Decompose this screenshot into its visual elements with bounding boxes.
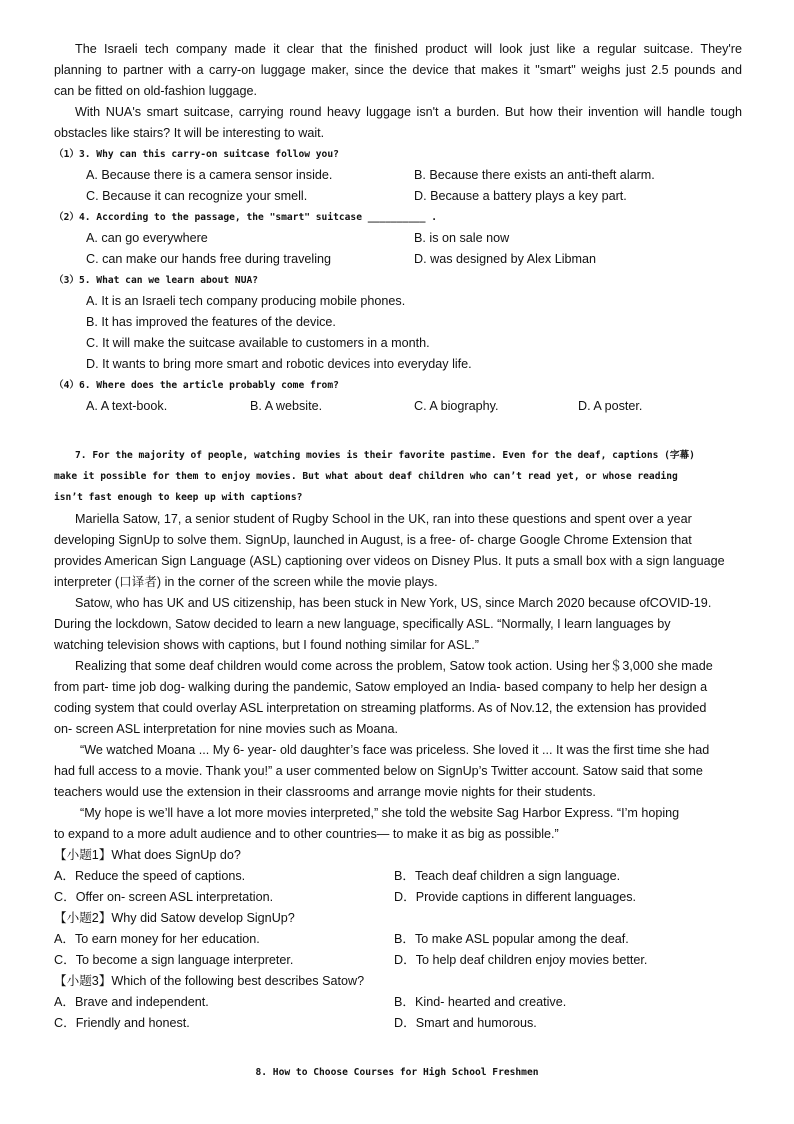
answer-option[interactable]: A．Reduce the speed of captions. [54,869,246,883]
question-stem: （2）4. According to the passage, the "smart" suitcase __________ . [54,212,438,223]
answer-option[interactable]: D．To help deaf children enjoy movies better. [394,953,648,967]
passage2-line: watching television shows with captions, but I found nothing similar for ASL.” [54,638,479,652]
answer-option[interactable]: B. A website. [250,399,323,413]
answer-option[interactable]: C. A biography. [414,399,499,413]
passage2-line: During the lockdown, Satow decided to learn a new language, specifically ASL. “Normally, I learn languages by [54,617,671,631]
passage2-line: from part- time job dog- walking during the pandemic, Satow employed an India- based company to help her design a [54,680,708,694]
passage2-line: coding system that could overlay ASL interpretation on streaming platforms. As of Nov.12, the extension has provided [54,701,707,715]
passage2-line: “My hope is we’ll have a lot more movies interpreted,” she told the website Sag Harbor Express. “I’m hoping [80,806,680,820]
passage2-intro: make it possible for them to enjoy movies. But what about deaf children who can’t read yet, or whose reading [54,471,678,482]
question-stem: 【小题1】What does SignUp do? [54,848,241,862]
passage2-line: to expand to a more adult audience and to other countries— to make it as big as possible.” [54,827,559,841]
passage2-line: provides American Sign Language (ASL) captioning over videos on Disney Plus. It puts a small box with a sign language [54,554,725,568]
answer-option[interactable]: D. Because a battery plays a key part. [414,189,627,203]
answer-option[interactable]: B. Because there exists an anti-theft alarm. [414,168,655,182]
passage2-line: on- screen ASL interpretation for nine movies such as Moana. [54,722,398,736]
question-stem: （3）5. What can we learn about NUA? [54,275,259,286]
passage2-line: teachers would use the extension in their classrooms and arrange movie nights for their students. [54,785,596,799]
question-stem: （4）6. Where does the article probably come from? [54,380,339,391]
passage2-intro: 7. For the majority of people, watching movies is their favorite pastime. Even for the deaf, captions (字幕) [75,450,695,461]
passage2-line: developing SignUp to solve them. SignUp, launched in August, is a free- of- charge Google Chrome Extension that [54,533,692,547]
passage2-line: Mariella Satow, 17, a senior student of Rugby School in the UK, ran into these questions and spent over a year [75,512,692,526]
answer-option[interactable]: C．Friendly and honest. [54,1016,190,1030]
passage1-line: obstacles like stairs? It will be interesting to wait. [54,126,325,140]
answer-option[interactable]: B．To make ASL popular among the deaf. [394,932,629,946]
answer-option[interactable]: D．Smart and humorous. [394,1016,537,1030]
answer-option[interactable]: C. Because it can recognize your smell. [86,189,308,203]
passage2-line: had full access to a movie. Thank you!” a user commented below on SignUp’s Twitter account. Satow said that some [54,764,703,778]
answer-option[interactable]: A. A text-book. [86,399,168,413]
answer-option[interactable]: C. can make our hands free during traveling [86,252,332,266]
passage1-line: planning to partner with a carry-on luggage maker, since the device that makes it "smart" weighs just 2.5 pounds and [54,63,742,77]
answer-option[interactable]: D．Provide captions in different languages. [394,890,636,904]
question-stem: 【小题3】Which of the following best describes Satow? [54,974,365,988]
answer-option[interactable]: C. It will make the suitcase available to customers in a month. [86,336,430,350]
answer-option[interactable]: B．Teach deaf children a sign language. [394,869,621,883]
section-title: 8. How to Choose Courses for High School Freshmen [255,1067,539,1078]
passage1-line: The Israeli tech company made it clear that the finished product will look just like a regular suitcase. They're [75,42,742,56]
answer-option[interactable]: A．To earn money for her education. [54,932,260,946]
passage2-line: “We watched Moana ... My 6- year- old daughter’s face was priceless. She loved it ... It was the first time she had [80,743,710,757]
answer-option[interactable]: B. It has improved the features of the device. [86,315,336,329]
passage2-line: interpreter (口译者) in the corner of the screen while the movie plays. [54,575,438,589]
passage1-line: can be fitted on old-fashion luggage. [54,84,258,98]
answer-option[interactable]: A. It is an Israeli tech company producing mobile phones. [86,294,406,308]
passage2-intro: isn’t fast enough to keep up with captions? [54,492,303,503]
question-stem: 【小题2】Why did Satow develop SignUp? [54,911,295,925]
answer-option[interactable]: D. was designed by Alex Libman [414,252,597,266]
answer-option[interactable]: A. Because there is a camera sensor inside. [86,168,333,182]
answer-option[interactable]: C．To become a sign language interpreter. [54,953,294,967]
answer-option[interactable]: D. A poster. [578,399,643,413]
answer-option[interactable]: A．Brave and independent. [54,995,209,1009]
passage2-line: Satow, who has UK and US citizenship, has been stuck in New York, US, since March 2020 because ofCOVID-19. [75,596,712,610]
passage1-line: With NUA's smart suitcase, carrying round heavy luggage isn't a burden. But how their invention will handle tough [75,105,742,119]
answer-option[interactable]: B. is on sale now [414,231,510,245]
answer-option[interactable]: A. can go everywhere [86,231,208,245]
answer-option[interactable]: B．Kind- hearted and creative. [394,995,567,1009]
answer-option[interactable]: C．Offer on- screen ASL interpretation. [54,890,274,904]
passage2-line: Realizing that some deaf children would come across the problem, Satow took action. Using her＄3,000 she made [75,659,713,673]
question-stem: （1）3. Why can this carry-on suitcase follow you? [54,149,339,160]
answer-option[interactable]: D. It wants to bring more smart and robotic devices into everyday life. [86,357,472,371]
